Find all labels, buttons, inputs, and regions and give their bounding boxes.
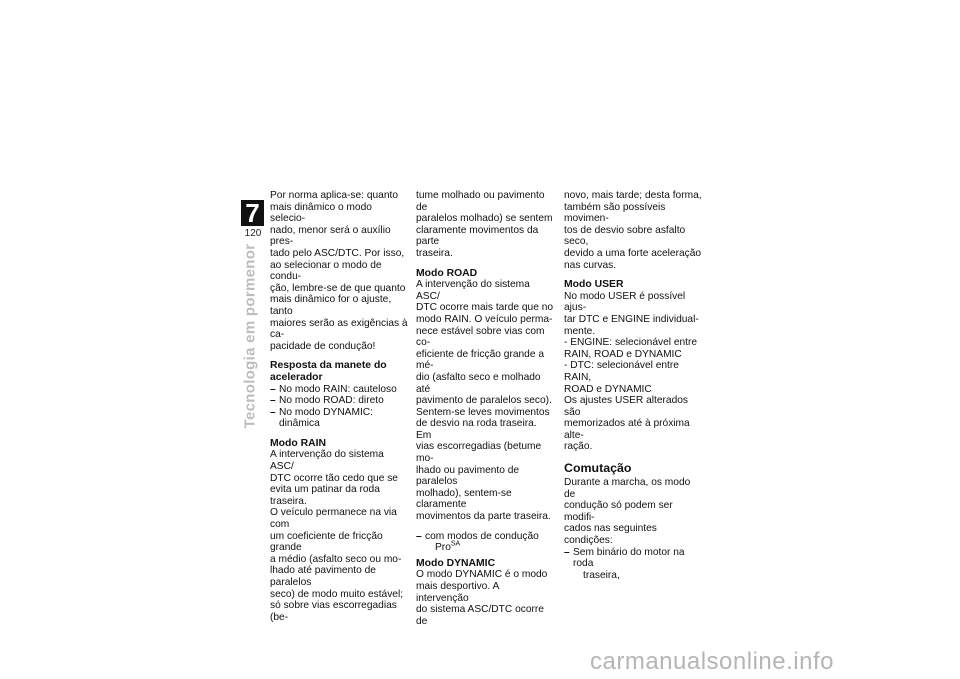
text-column-3 — [564, 190, 702, 581]
list-item: – Sem binário do motor na roda traseira, — [564, 547, 702, 582]
page-number: 120 — [244, 228, 262, 239]
rain-paragraph: A intervenção do sistema ASC/ DTC ocorre tão cedo que se evita um patinar da roda traseira. O veículo permanece na via com um coeficiente de fricção grande a médio (asfalto seco ou mo- lhado até pavimento de paralelos seco) de modo muito estável; só sobre vias escorregadias (be- — [270, 449, 404, 623]
chapter-number-badge: 7 — [241, 200, 264, 226]
heading-dynamic-mode: Modo DYNAMIC — [416, 557, 496, 569]
list-item: – No modo DYNAMIC: dinâmica — [270, 407, 408, 430]
dynamic-paragraph: O modo DYNAMIC é o modo mais desportivo. A intervenção do sistema ASC/DTC ocorre de — [416, 569, 548, 627]
road-paragraph: A intervenção do sistema ASC/ DTC ocorre mais tarde que no modo RAIN. O veículo perma- nece estável sobre vias com co- eficiente de fricção grande a mé- dio (asfalto seco e molhado até pavimento de paralelos seco). Sentem-se leves movimentos de desvio na roda traseira. Em vias escorregadias (betume mo- lhado ou pavimento de paralelos molhado), sentem-se claramente movimentos da parte traseira. — [416, 279, 554, 523]
heading-rain-mode: Modo RAIN — [270, 437, 326, 449]
list-item: – No modo RAIN: cauteloso — [270, 384, 408, 396]
heading-road-mode: Modo ROAD — [416, 267, 478, 279]
rain-continued-paragraph: tume molhado ou pavimento de paralelos molhado) se sentem claramente movimentos da parte traseira. — [416, 190, 553, 259]
list-item: – No modo ROAD: direto — [270, 395, 408, 407]
list-item: – com modos de condução Pro$^{SA}$ — [416, 531, 554, 554]
heading-throttle-response: Resposta da manete do acelerador — [270, 360, 387, 383]
pro-modes-list — [416, 531, 554, 554]
text-column-2 — [416, 190, 554, 627]
throttle-list — [270, 384, 408, 430]
intro-paragraph: Por norma aplica-se: quanto mais dinâmico o modo selecio- nado, menor será o auxílio pres- tado pelo ASC/DTC. Por isso, ao selecionar o modo de condu- ção, lembre-se de que quanto mais dinâmico for o ajuste, tanto maiores serão as exigências à ca- pacidade de condução! — [270, 190, 408, 352]
watermark-text: carmanualsonline.info — [590, 648, 834, 675]
chapter-side-title — [235, 243, 265, 428]
text-column-1 — [270, 190, 408, 623]
heading-switching: Comutação — [564, 461, 632, 476]
user-paragraph: No modo USER é possível ajus- tar DTC e ENGINE individual- mente. - ENGINE: selecionável entre RAIN, ROAD e DYNAMIC - DTC: selecionável entre RAIN, ROAD e DYNAMIC Os ajustes USER alterados são memorizados até à próxima alte- ração. — [564, 290, 699, 453]
heading-user-mode: Modo USER — [564, 279, 624, 291]
pro-label: Pro — [435, 542, 451, 554]
chapter-title-text: Tecnologia em pormenor — [241, 243, 259, 428]
dynamic-continued-paragraph: novo, mais tarde; desta forma, também são possíveis movimen- tos de desvio sobre asfalto seco, devido a uma forte aceleração nas curvas. — [564, 190, 702, 271]
switching-conditions-list — [564, 547, 702, 582]
switching-paragraph: Durante a marcha, os modo de condução só podem ser modifi- cados nas seguintes condições: — [564, 477, 691, 547]
sa-superscript: SA — [450, 540, 461, 548]
